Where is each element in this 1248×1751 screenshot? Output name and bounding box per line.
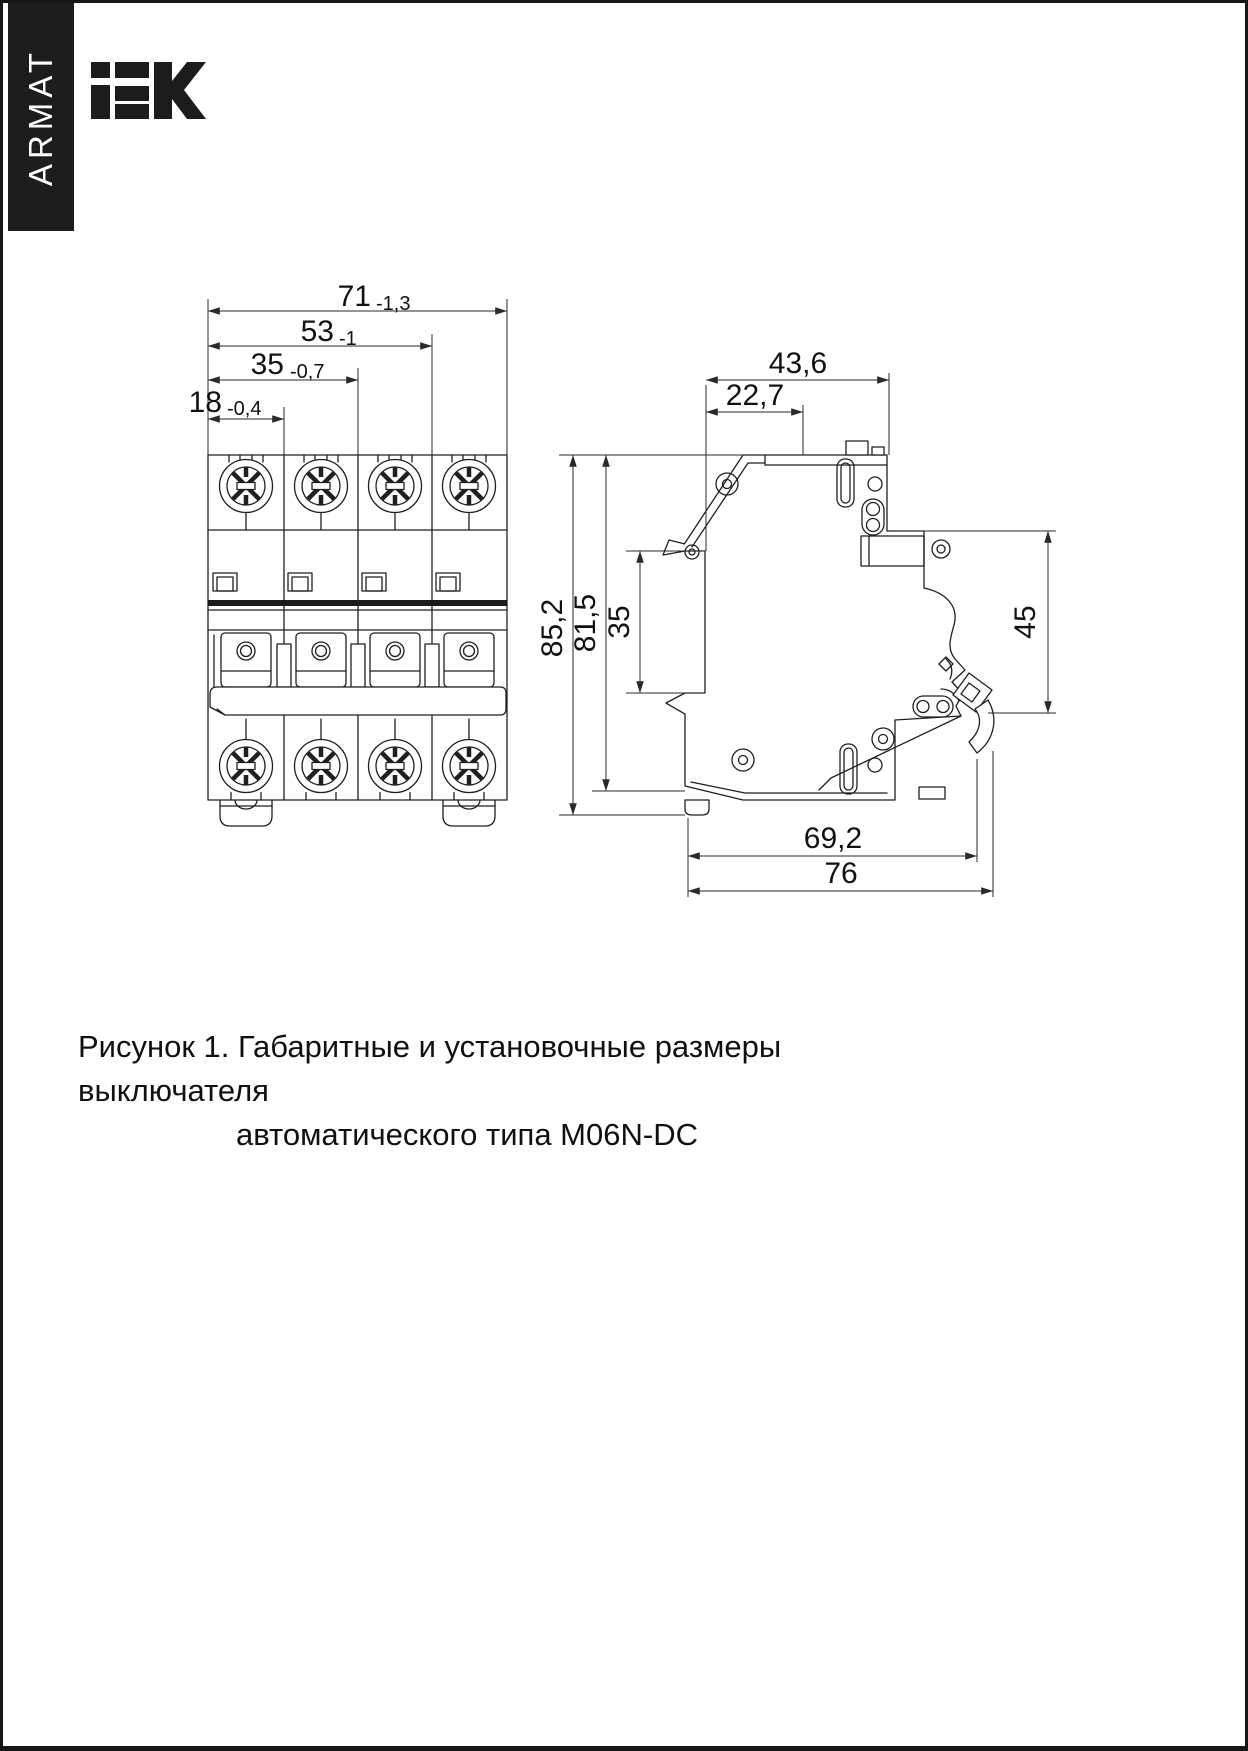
side-profile (666, 455, 965, 800)
front-view-dimensions (189, 280, 507, 420)
dim-depth-total-value: 43,6 (768, 347, 828, 380)
dim-height-total-value: 85,2 (536, 598, 569, 658)
dim-din-channel-value: 35 (603, 605, 636, 639)
figure-caption-line1: Рисунок 1. Габаритные и установочные размеры выключателя (78, 1029, 782, 1108)
dim-max-depth-value: 76 (824, 857, 858, 890)
handle-tie-bar (210, 687, 506, 715)
dim-depth-front-value: 22,7 (725, 379, 785, 412)
dim-3pole-width-value: 53 (300, 315, 334, 348)
armat-series-label: ARMAT (22, 47, 59, 187)
side-view (536, 347, 1056, 897)
dim-height-body-value: 81,5 (569, 593, 602, 653)
dimension-drawing (3, 3, 1248, 963)
dim-2pole-width-value: 35 (250, 348, 284, 381)
dim-overall-width-value: 71 (337, 280, 371, 313)
dim-front-height-value: 45 (1009, 605, 1042, 639)
dim-2pole-width-tolerance: -0,7 (290, 361, 325, 383)
figure-caption (78, 1025, 898, 1157)
dim-1pole-width-value: 18 (188, 386, 222, 419)
dim-3pole-width-tolerance: -1 (339, 328, 357, 350)
dim-1pole-width-tolerance: -0,4 (227, 398, 262, 420)
front-view (189, 280, 507, 826)
figure-caption-line2: автоматического типа M06N-DC (236, 1117, 698, 1152)
dim-overall-width-tolerance: -1,3 (376, 293, 411, 315)
dim-base-depth-value: 69,2 (803, 822, 863, 855)
